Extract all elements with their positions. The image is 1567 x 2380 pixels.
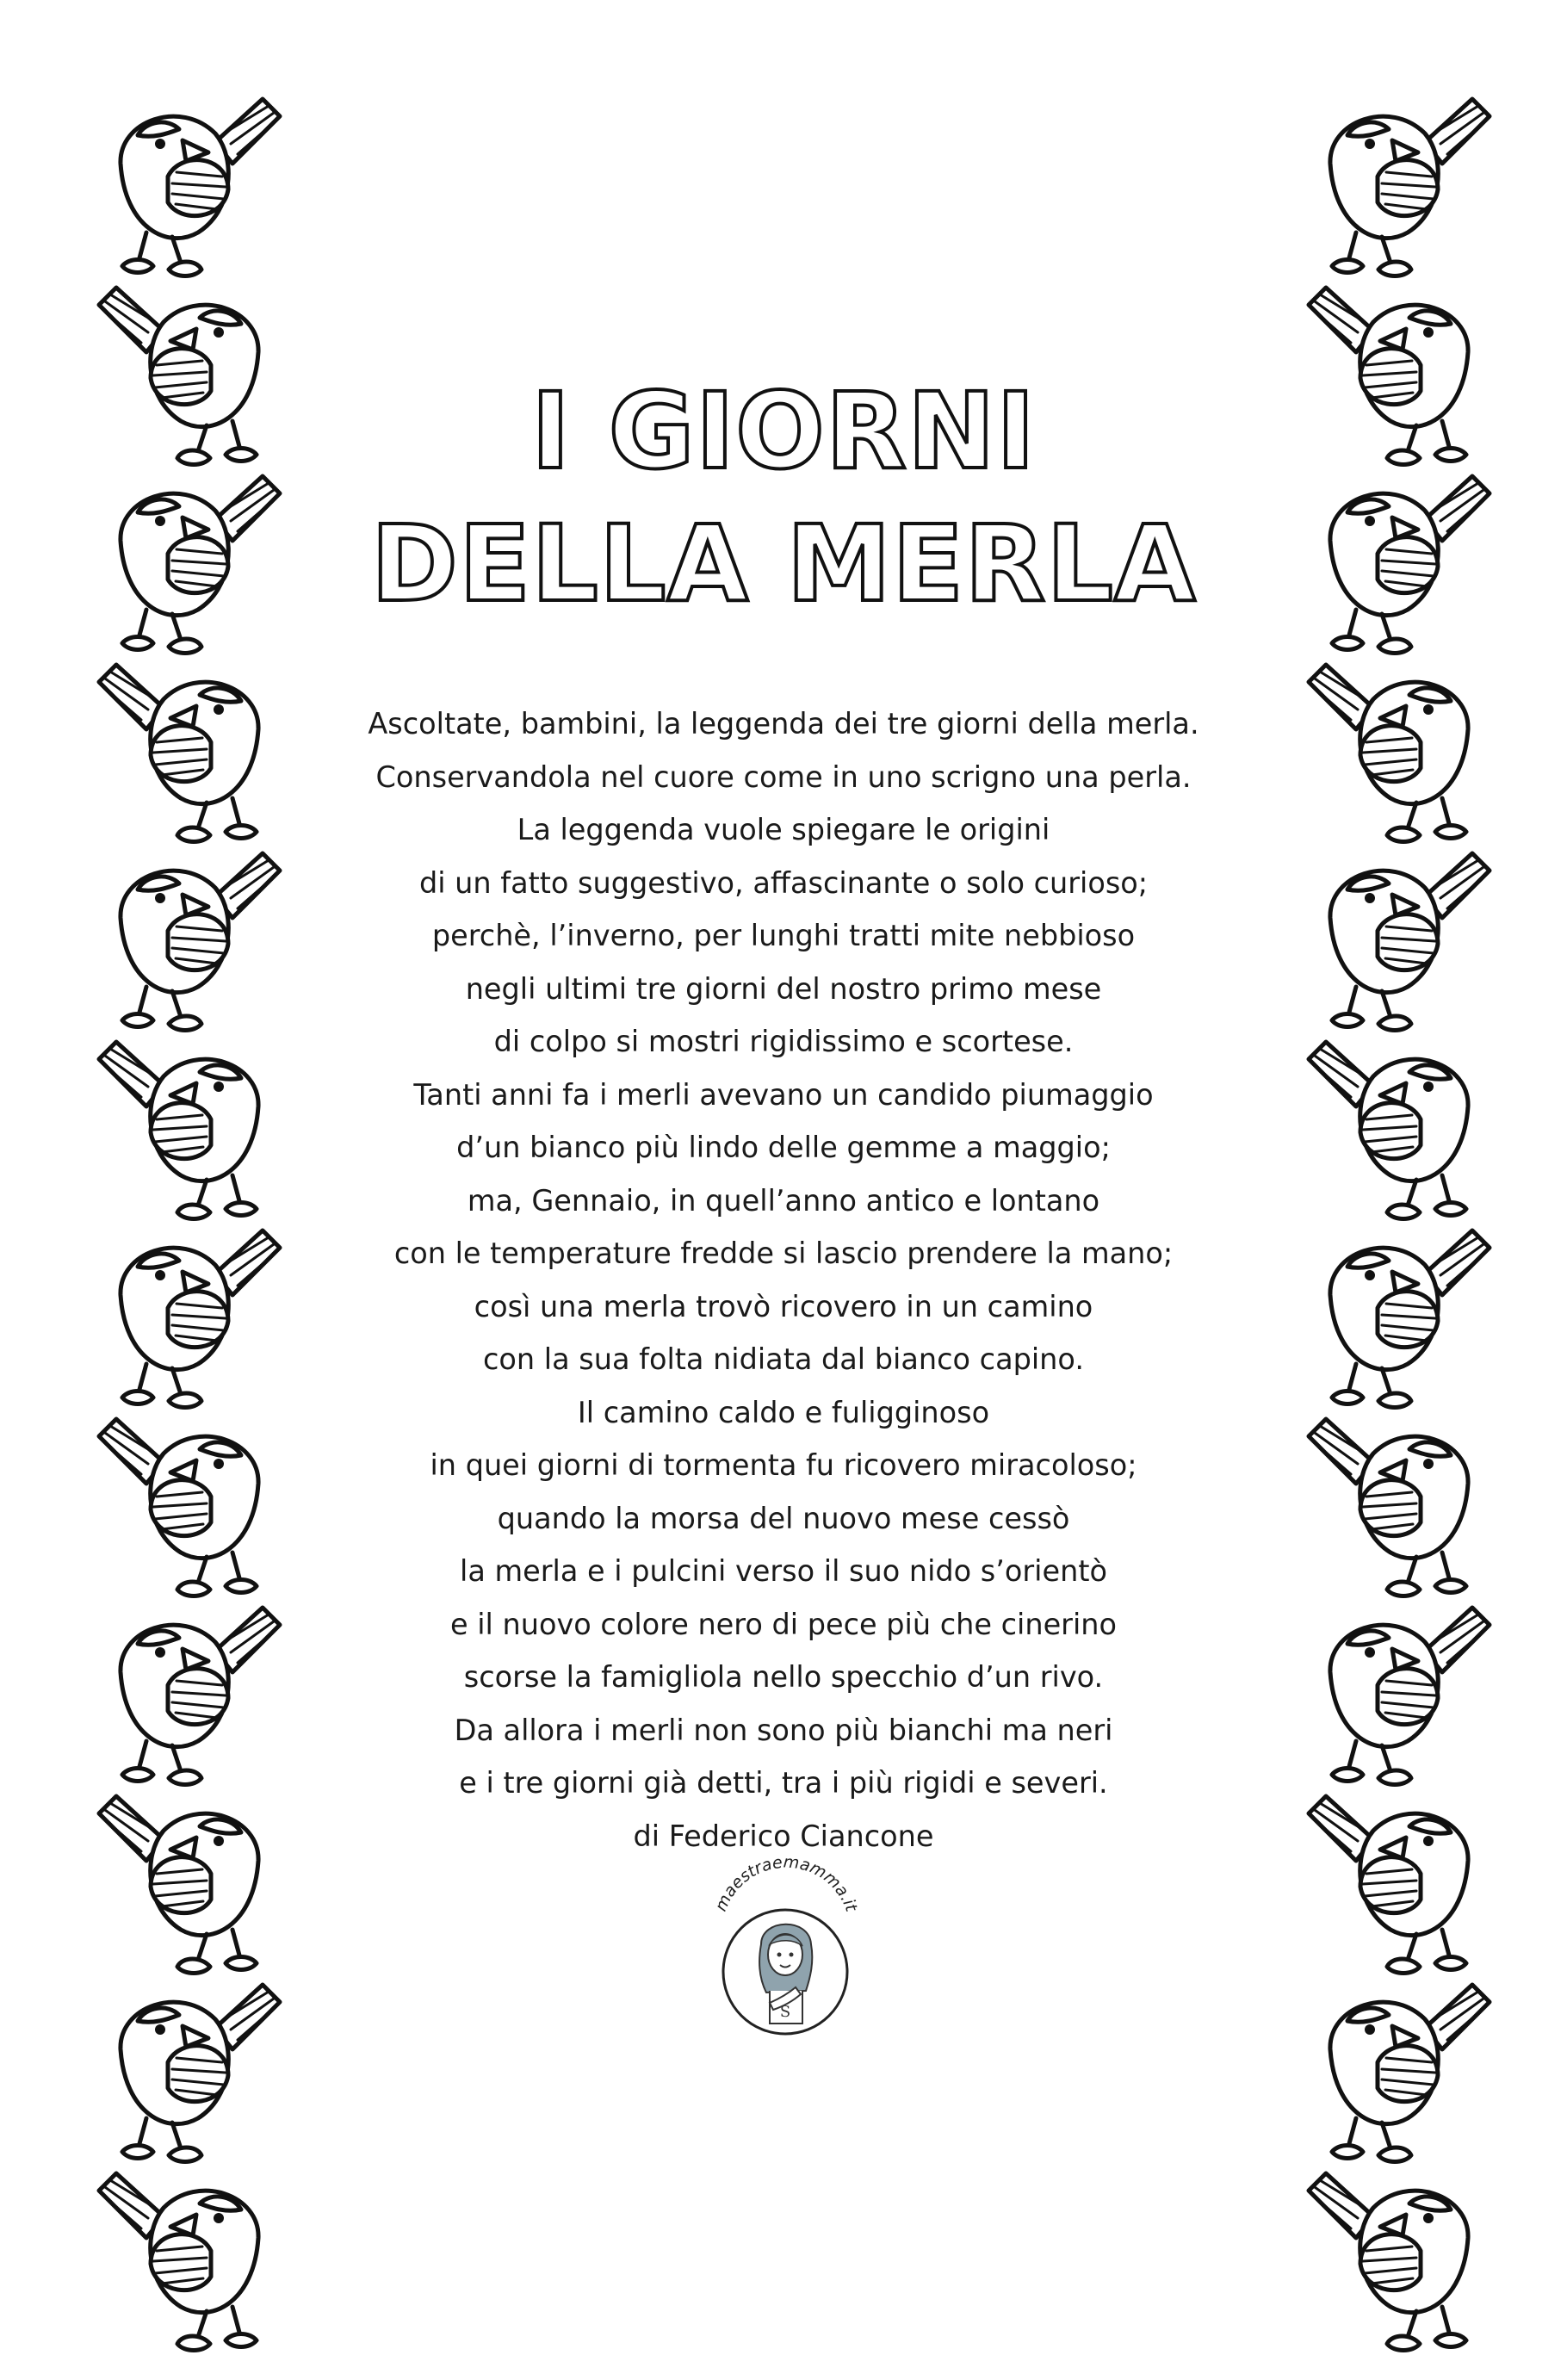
- poem-line: e i tre giorni già detti, tra i più rigidi e severi.: [459, 1766, 1108, 1800]
- poem-line: e il nuovo colore nero di pece più che cinerino: [449, 1607, 1117, 1641]
- poem-line: Ascoltate, bambini, la leggenda dei tre giorni della merla.: [368, 707, 1199, 741]
- poem-line: Tanti anni fa i merli avevano un candido piumaggio: [413, 1077, 1154, 1112]
- poem-line: in quei giorni di tormenta fu ricovero miracoloso;: [430, 1448, 1137, 1482]
- poem-line: di un fatto suggestivo, affascinante o solo curioso;: [418, 865, 1149, 900]
- bird-icon: [86, 2156, 293, 2380]
- logo-text: maestraemamma.it: [711, 1852, 861, 1914]
- logo-graphic: [699, 1834, 871, 2049]
- title-line-1: I GIORNI: [530, 370, 1037, 493]
- title-line-2: DELLA MERLA: [370, 503, 1197, 625]
- page-title: [258, 370, 1309, 625]
- poem-line: negli ultimi tre giorni del nostro primo mese: [465, 971, 1102, 1006]
- right-bird-border: [1296, 82, 1502, 2140]
- poem-line: così una merla trovò ricovero in un camino: [474, 1289, 1093, 1323]
- poem-line: quando la morsa del nuovo mese cessò: [497, 1501, 1070, 1535]
- poem-line: La leggenda vuole spiegare le origini: [517, 813, 1050, 846]
- site-logo: [699, 1834, 871, 2049]
- poem-line: di colpo si mostri rigidissimo e scortese.: [493, 1025, 1074, 1058]
- poem-line: Da allora i merli non sono più bianchi ma neri: [454, 1713, 1113, 1747]
- poem-line: Conservandola nel cuore come in uno scrigno una perla.: [375, 759, 1192, 794]
- poem-line: con le temperature fredde si lascio prendere la mano;: [393, 1236, 1174, 1270]
- poem-line: perchè, l’inverno, per lunghi tratti mite nebbioso: [431, 919, 1136, 952]
- bird-icon: [1296, 2156, 1502, 2380]
- poem-line: Il camino caldo e fuligginoso: [577, 1395, 990, 1429]
- poem-body: [310, 697, 1257, 1862]
- poem-line: d’un bianco più lindo delle gemme a maggio;: [456, 1131, 1111, 1164]
- poem-author: di Federico Ciancone: [633, 1819, 934, 1853]
- poem-line: scorse la famigliola nello specchio d’un rivo.: [463, 1660, 1104, 1694]
- poem-line: ma, Gennaio, in quell’anno antico e lontano: [467, 1183, 1100, 1218]
- poem-line: la merla e i pulcini verso il suo nido s’orientò: [460, 1554, 1107, 1588]
- poem-line: con la sua folta nidiata dal bianco capino.: [483, 1342, 1084, 1376]
- svg-text:S: S: [779, 2003, 791, 2021]
